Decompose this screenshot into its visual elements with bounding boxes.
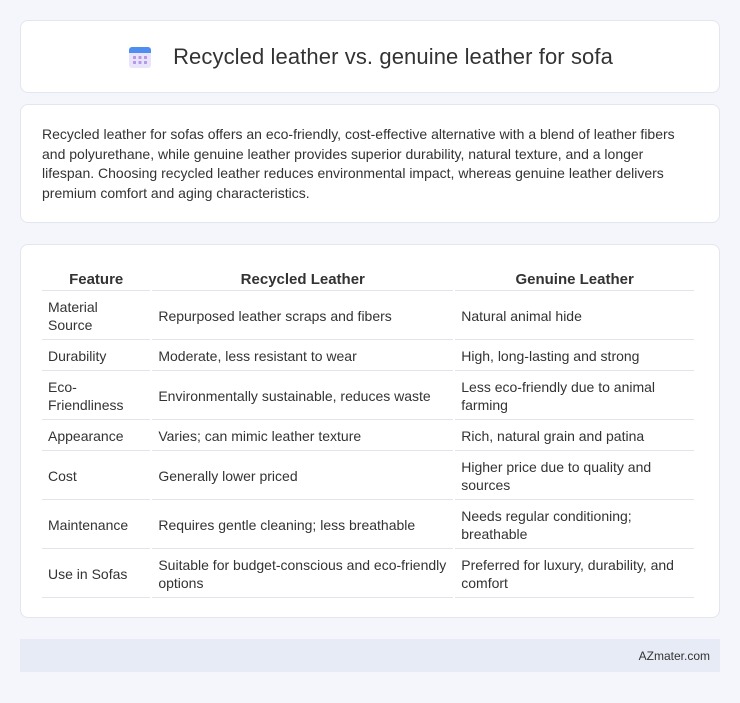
- table-row: [42, 502, 694, 549]
- feature-cell: Maintenance: [42, 502, 150, 549]
- genuine-cell: Natural animal hide: [455, 293, 694, 340]
- table-row: [42, 373, 694, 420]
- recycled-cell: Suitable for budget-conscious and eco-friendly options: [152, 551, 453, 598]
- recycled-cell: Moderate, less resistant to wear: [152, 342, 453, 371]
- recycled-cell: Generally lower priced: [152, 453, 453, 500]
- feature-cell: Use in Sofas: [42, 551, 150, 598]
- genuine-cell: Rich, natural grain and patina: [455, 422, 694, 451]
- feature-cell: Durability: [42, 342, 150, 371]
- feature-cell: Eco-Friendliness: [42, 373, 150, 420]
- page-title: Recycled leather vs. genuine leather for sofa: [173, 43, 613, 69]
- comparison-table: [40, 265, 696, 600]
- table-row: [42, 422, 694, 451]
- table-row: [42, 293, 694, 340]
- feature-cell: Appearance: [42, 422, 150, 451]
- footer: [20, 639, 720, 672]
- genuine-cell: Less eco-friendly due to animal farming: [455, 373, 694, 420]
- calendar-icon: [127, 44, 153, 70]
- comparison-table-card: [20, 244, 720, 618]
- table-header-row: [42, 267, 694, 291]
- footer-brand: AZmater.com: [638, 648, 710, 663]
- recycled-cell: Repurposed leather scraps and fibers: [152, 293, 453, 340]
- recycled-cell: Varies; can mimic leather texture: [152, 422, 453, 451]
- table-row: [42, 453, 694, 500]
- title-card: [20, 20, 720, 93]
- feature-cell: Cost: [42, 453, 150, 500]
- genuine-cell: Preferred for luxury, durability, and comfort: [455, 551, 694, 598]
- genuine-cell: Needs regular conditioning; breathable: [455, 502, 694, 549]
- table-row: [42, 342, 694, 371]
- recycled-cell: Requires gentle cleaning; less breathable: [152, 502, 453, 549]
- table-row: [42, 551, 694, 598]
- column-header-feature: Feature: [42, 267, 150, 291]
- summary-text: Recycled leather for sofas offers an eco-friendly, cost-effective alternative with a blend of leather fibers and polyurethane, while genuine leather provides superior durability, natural texture, and a longer lifespan. Choosing recycled leather reduces environmental impact, whereas genuine leather delivers premium comfort and aging characteristics.: [42, 126, 675, 201]
- column-header-genuine: Genuine Leather: [455, 267, 694, 291]
- feature-cell: Material Source: [42, 293, 150, 340]
- genuine-cell: High, long-lasting and strong: [455, 342, 694, 371]
- genuine-cell: Higher price due to quality and sources: [455, 453, 694, 500]
- recycled-cell: Environmentally sustainable, reduces waste: [152, 373, 453, 420]
- summary-card: [20, 104, 720, 223]
- column-header-recycled: Recycled Leather: [152, 267, 453, 291]
